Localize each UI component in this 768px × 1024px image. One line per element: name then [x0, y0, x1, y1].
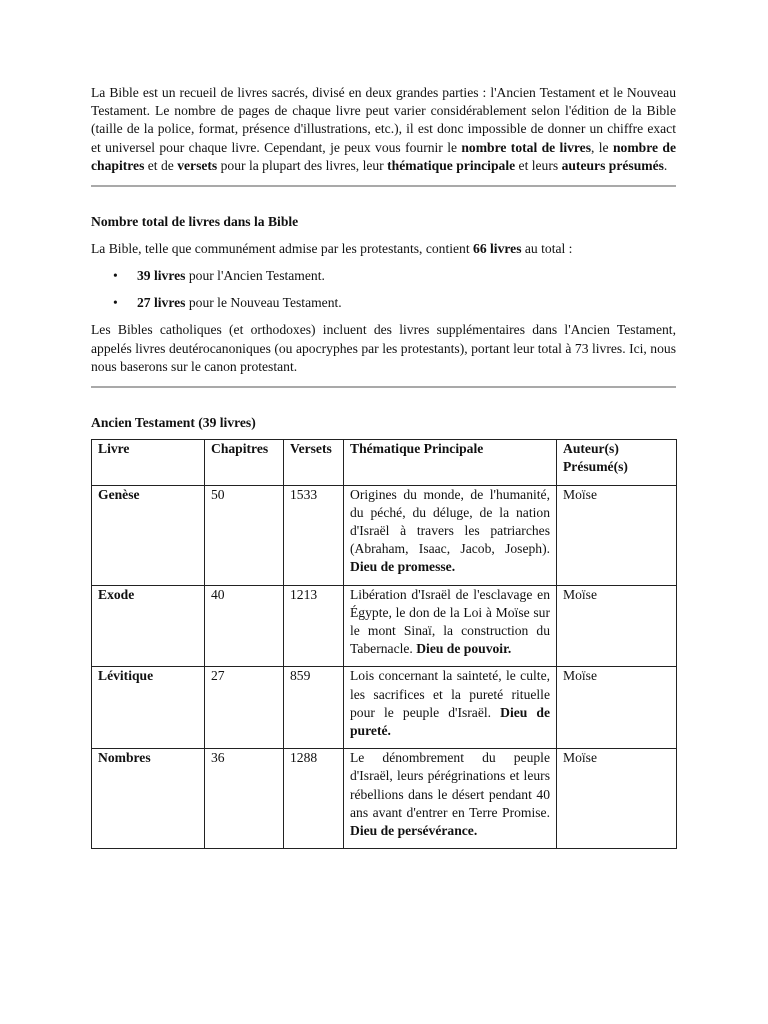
cell-author: Moïse — [557, 667, 677, 749]
cell-author: Moïse — [557, 749, 677, 849]
cell-author: Moïse — [557, 485, 677, 585]
list-item-bold: 39 livres — [137, 268, 186, 284]
cell-verses: 1533 — [284, 485, 344, 585]
table-row — [92, 749, 677, 849]
list-item — [91, 267, 676, 294]
old-testament-table — [91, 439, 677, 849]
intro-text: , le — [591, 139, 613, 155]
intro-text: . — [663, 157, 668, 173]
intro-bold-chapters: nombre de chapitres — [91, 139, 676, 173]
lead-text: La Bible, telle que communément admise par les protestants, contient — [91, 241, 474, 257]
cell-book: Lévitique — [92, 667, 205, 749]
intro-bold-total: nombre total de livres — [461, 139, 592, 155]
intro-bold-authors: auteurs présumés — [561, 157, 664, 173]
theme-text: Le dénombrement du peuple d'Israël, leurs pérégrinations et leurs rébellions dans le désert pendant 40 ans avant d'entrer en Terre Promise. — [350, 750, 550, 820]
total-books-heading: Nombre total de livres dans la Bible — [91, 214, 299, 230]
theme-text: Origines du monde, de l'humanité, du péché, du déluge, de la nation d'Israël à travers les patriarches (Abraham, Isaac, Jacob, Joseph). — [350, 486, 550, 557]
cell-chapters: 36 — [205, 749, 284, 849]
table-row — [92, 667, 677, 749]
theme-bold: Dieu de pouvoir. — [416, 641, 512, 657]
cell-verses: 1213 — [284, 585, 344, 667]
testament-book-counts — [91, 267, 676, 321]
intro-bold-theme: thématique principale — [387, 157, 516, 173]
lead-text: au total : — [521, 241, 573, 257]
list-item — [91, 294, 676, 321]
cell-book: Exode — [92, 585, 205, 667]
bullet-icon: • — [113, 295, 118, 311]
column-header-verses: Versets — [284, 440, 344, 485]
section-divider — [91, 386, 676, 388]
theme-text: Libération d'Israël de l'esclavage en Égypte, le don de la Loi à Moïse sur le mont Sinaï, la construction du Tabernacle. — [350, 586, 550, 657]
cell-theme — [344, 485, 557, 585]
cell-chapters: 40 — [205, 585, 284, 667]
cell-chapters: 27 — [205, 667, 284, 749]
list-item-bold: 27 livres — [137, 295, 186, 311]
intro-text: et de — [144, 157, 178, 173]
bullet-icon: • — [113, 268, 118, 284]
column-header-theme: Thématique Principale — [344, 440, 557, 485]
cell-theme — [344, 667, 557, 749]
total-books-lead — [91, 240, 676, 258]
cell-book: Nombres — [92, 749, 205, 849]
section-divider — [91, 185, 676, 187]
intro-paragraph — [91, 84, 676, 175]
theme-text: Lois concernant la sainteté, le culte, les sacrifices et la pureté rituelle pour le peuple d'Israël. — [350, 668, 550, 720]
intro-bold-verses: versets — [177, 157, 218, 173]
intro-text: et leurs — [515, 157, 562, 173]
column-header-chapters: Chapitres — [205, 440, 284, 485]
table-row — [92, 485, 677, 585]
cell-verses: 859 — [284, 667, 344, 749]
table-row — [92, 585, 677, 667]
cell-author: Moïse — [557, 585, 677, 667]
document-content — [91, 84, 676, 849]
list-item-text: pour l'Ancien Testament. — [185, 268, 325, 284]
intro-text: pour la plupart des livres, leur — [217, 157, 388, 173]
theme-bold: Dieu de promesse. — [350, 559, 456, 575]
lead-bold-count: 66 livres — [473, 241, 522, 257]
cell-theme — [344, 585, 557, 667]
table-header-row — [92, 440, 677, 485]
theme-bold: Dieu de persévérance. — [350, 823, 478, 839]
catholic-canon-note: Les Bibles catholiques (et orthodoxes) incluent des livres supplémentaires dans l'Ancien Testament, appelés livres deutérocanoniques (ou apocryphes par les protestants), portant leur total à 73 livres. Ici, nous nous baserons sur le canon protestant. — [91, 322, 676, 374]
column-header-book: Livre — [92, 440, 205, 485]
theme-bold: Dieu de pureté. — [350, 704, 551, 739]
column-header-author: Auteur(s) Présumé(s) — [557, 440, 677, 485]
cell-book: Genèse — [92, 485, 205, 585]
cell-chapters: 50 — [205, 485, 284, 585]
old-testament-heading: Ancien Testament (39 livres) — [91, 415, 256, 431]
intro-text: La Bible est un recueil de livres sacrés, divisé en deux grandes parties : l'Ancien Testament et le Nouveau Testament. Le nombre de pages de chaque livre peut varier considérablement selon l'édition de la Bible (taille de la police, format, présence d'illustrations, etc.), il est donc impossible de donner un chiffre exact et universel pour chaque livre. Cependant, je peux vous fournir le — [91, 85, 676, 155]
cell-verses: 1288 — [284, 749, 344, 849]
cell-theme — [344, 749, 557, 849]
list-item-text: pour le Nouveau Testament. — [185, 295, 342, 311]
